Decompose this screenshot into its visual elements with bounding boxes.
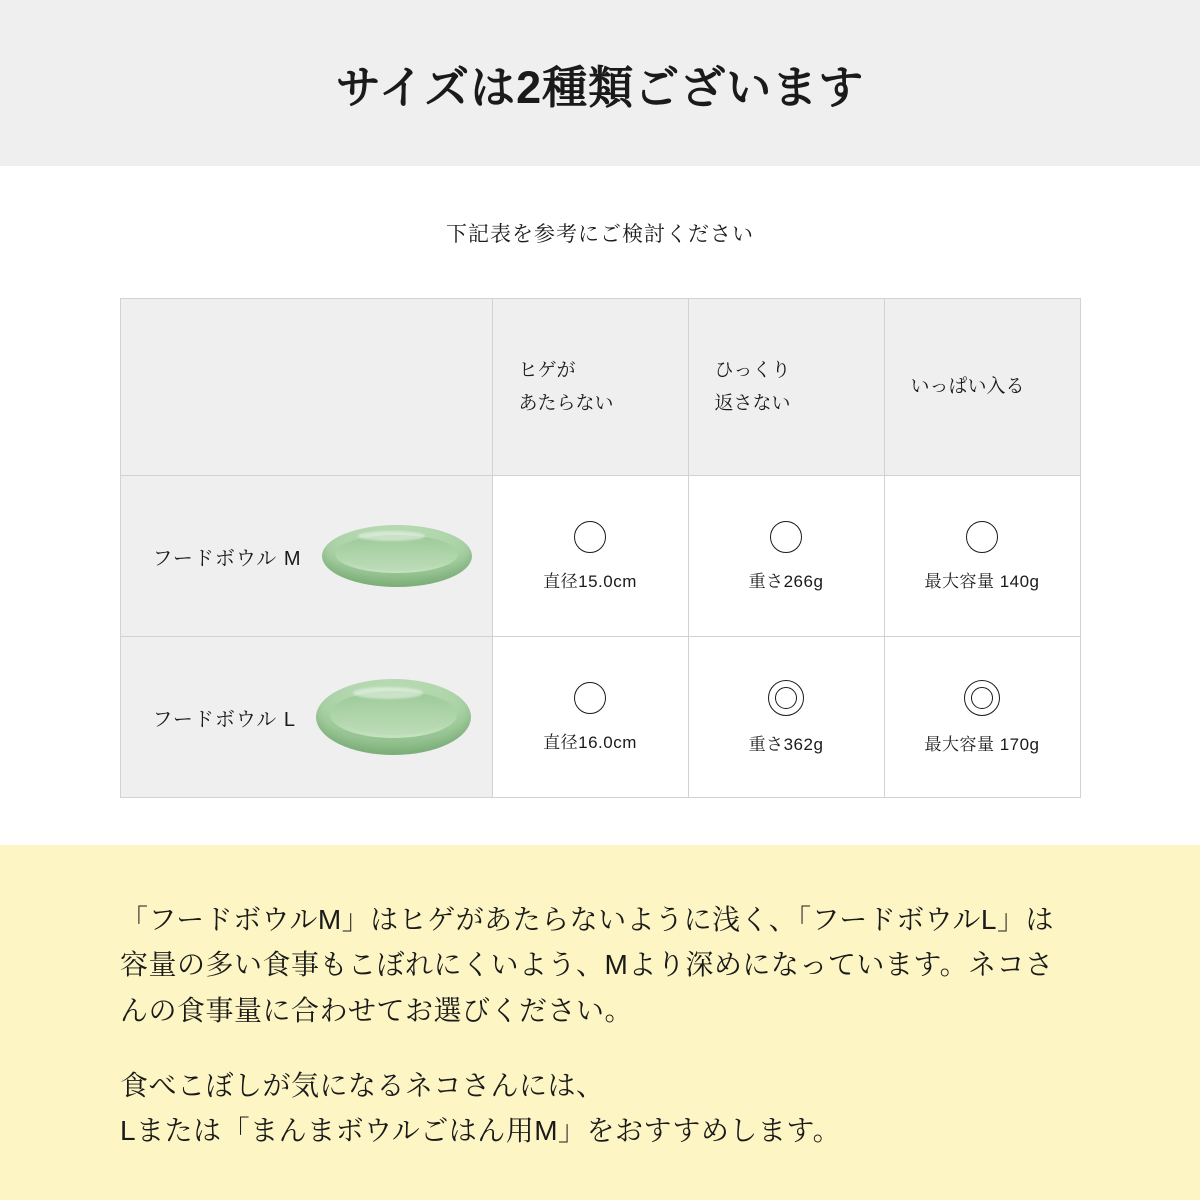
double-circle-mark-icon <box>964 680 1000 716</box>
column-header-tipover <box>688 299 884 476</box>
metric-m-weight: 重さ266g <box>748 571 824 591</box>
table-row <box>120 637 1080 798</box>
cell-m-tipover <box>688 476 884 637</box>
page-title: サイズは2種類ございます <box>335 61 865 113</box>
cell-l-whiskers <box>492 637 688 798</box>
column-header-whiskers-line2: あたらない <box>518 393 614 414</box>
column-header-whiskers-line1: ヒゲが <box>518 359 576 381</box>
bowl-m-image-holder <box>302 476 492 636</box>
note-paragraph-2 <box>120 1063 1080 1154</box>
bowl-l-image-holder <box>296 637 492 797</box>
cell-m-capacity <box>884 476 1080 637</box>
size-table-wrapper <box>0 298 1200 798</box>
cell-l-tipover <box>688 637 884 798</box>
row-header-bowl-l <box>120 637 492 798</box>
metric-l-capacity: 最大容量 170g <box>924 734 1040 754</box>
column-header-whiskers <box>492 299 688 476</box>
table-row <box>120 476 1080 637</box>
food-bowl-m-icon <box>322 525 472 587</box>
column-header-capacity-line1: いっぱい入る <box>910 376 1025 398</box>
header-banner <box>0 0 1200 166</box>
cell-l-capacity <box>884 637 1080 798</box>
row-label-bowl-m: フードボウル M <box>152 547 302 570</box>
size-comparison-table <box>120 298 1081 798</box>
note-section <box>0 845 1200 1200</box>
row-header-bowl-m <box>120 476 492 637</box>
double-circle-mark-icon <box>768 680 804 716</box>
table-header-row <box>120 299 1080 476</box>
row-label-bowl-l: フードボウル L <box>152 708 296 731</box>
metric-l-weight: 重さ362g <box>748 734 824 754</box>
metric-m-diameter: 直径15.0cm <box>543 571 637 591</box>
cell-m-whiskers <box>492 476 688 637</box>
subtitle-section <box>0 166 1200 248</box>
column-header-tipover-line2: 返さない <box>714 393 791 414</box>
table-corner-cell <box>120 299 492 476</box>
circle-mark-icon <box>574 682 606 714</box>
food-bowl-l-icon <box>316 679 471 755</box>
subtitle-text: 下記表を参考にご検討ください <box>446 223 754 246</box>
note-paragraph-1: 「フードボウルM」はヒゲがあたらないように浅く、「フードボウルL」は容量の多い食事もこぼれにくいよう、Mより深めになっています。ネコさんの食事量に合わせてお選びください。 <box>120 904 1054 1026</box>
metric-l-diameter: 直径16.0cm <box>543 732 637 752</box>
column-header-capacity <box>884 299 1080 476</box>
column-header-tipover-line1: ひっくり <box>714 359 791 381</box>
metric-m-capacity: 最大容量 140g <box>924 571 1040 591</box>
note-paragraph-2-line1: 食べこぼしが気になるネコさんには、 <box>120 1070 605 1102</box>
circle-mark-icon <box>574 521 606 553</box>
note-paragraph-2-line2: Lまたは「まんまボウルごはん用M」をおすすめします。 <box>120 1115 842 1147</box>
circle-mark-icon <box>770 521 802 553</box>
circle-mark-icon <box>966 521 998 553</box>
